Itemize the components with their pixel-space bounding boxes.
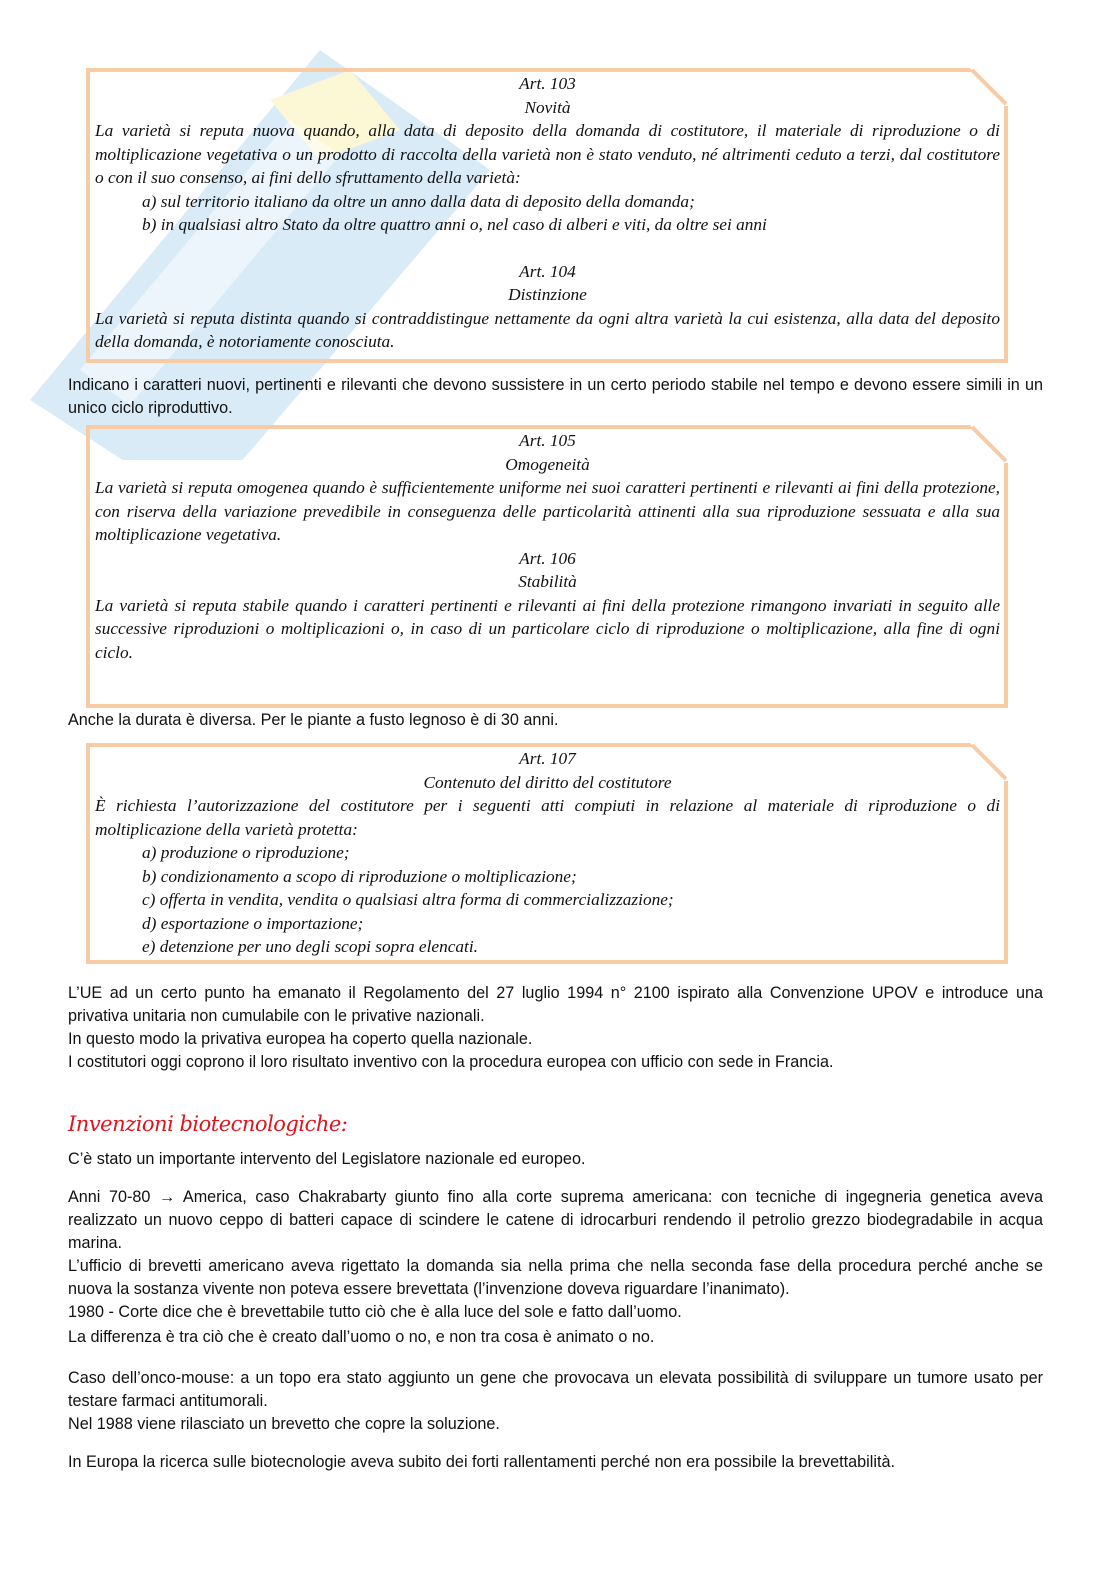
list-item: a) sul territorio italiano da oltre un anno dalla data di deposito della domanda;	[142, 191, 695, 211]
article-number: Art. 103	[519, 74, 576, 93]
article-heading: Novità	[524, 97, 571, 117]
article-text: È richiesta l’autorizzazione del costitutore per i seguenti atti compiuti in relazione al materiale di riproduzione o di moltiplicazione della varietà protetta:	[95, 796, 1000, 839]
paragraph-block	[68, 982, 1043, 1074]
paragraph: Anni 70-80 → America, caso Chakrabarty giunto fino alla corte suprema americana: con tecniche di ingegneria genetica aveva realizzato un nuovo ceppo di batteri capace di scindere le catene di idrocarburi rendendo il petrolio grezzo biodegradabile in acqua marina.	[68, 1188, 1043, 1252]
paragraph: L’UE ad un certo punto ha emanato il Regolamento del 27 luglio 1994 n° 2100 ispirato alla Convenzione UPOV e introduce una privativa unitaria non cumulabile con le privative nazionali.	[68, 984, 1043, 1025]
article-number: Art. 105	[519, 431, 576, 450]
article-box-103-104	[86, 68, 1008, 363]
paragraph: Nel 1988 viene rilasciato un brevetto che copre la soluzione.	[68, 1415, 500, 1433]
paragraph: C’è stato un importante intervento del Legislatore nazionale ed europeo.	[68, 1150, 586, 1168]
article-heading: Contenuto del diritto del costitutore	[423, 772, 672, 792]
list-item: b) in qualsiasi altro Stato da oltre quattro anni o, nel caso di alberi e viti, da oltre sei anni	[142, 215, 767, 234]
paragraph: 1980 - Corte dice che è brevettabile tutto ciò che è alla luce del sole e fatto dall’uomo.	[68, 1303, 682, 1321]
paragraph: In Europa la ricerca sulle biotecnologie aveva subito dei forti rallentamenti perché non era possibile la brevettabilità.	[68, 1453, 895, 1471]
paragraph: L’ufficio di brevetti americano aveva rigettato la domanda sia nella prima che nella seconda fase della procedura perché anche se nuova la sostanza vivente non poteva essere brevettata (l’invenzione doveva riguardare l’inanimato).	[68, 1257, 1043, 1298]
list-item: a) produzione o riproduzione;	[142, 843, 350, 862]
article-text: La varietà si reputa nuova quando, alla data di deposito della domanda di costitutore, il materiale di riproduzione o di moltiplicazione vegetativa o un prodotto di raccolta della varietà non è stato venduto, né altrimenti ceduto a terzi, dal costitutore o con il suo consenso, ai fini dello sfruttamento della varietà:	[95, 121, 1000, 187]
list-item: c) offerta in vendita, vendita o qualsiasi altra forma di commercializzazione;	[142, 890, 674, 909]
article-number: Art. 107	[519, 749, 576, 768]
paragraph: La differenza è tra ciò che è creato dall’uomo o no, e non tra cosa è animato o no.	[68, 1328, 655, 1346]
article-number: Art. 104	[519, 261, 576, 281]
paragraph: Caso dell’onco-mouse: a un topo era stato aggiunto un gene che provocava un elevata possibilità di sviluppare un tumore usato per testare farmaci antitumorali.	[68, 1369, 1043, 1410]
article-heading: Distinzione	[508, 285, 587, 304]
article-heading: Omogeneità	[505, 454, 590, 474]
article-box-107	[86, 743, 1008, 964]
article-text: La varietà si reputa omogenea quando è sufficientemente uniforme nei suoi caratteri pertinenti e rilevanti ai fini della protezione, con riserva della variazione prevedibile in conseguenza delle particolarità attinenti alla sua riproduzione sessuata e alla sua moltiplicazione vegetativa.	[95, 478, 1000, 544]
section-heading: Invenzioni biotecnologiche:	[68, 1112, 348, 1136]
paragraph: In questo modo la privativa europea ha coperto quella nazionale.	[68, 1030, 533, 1048]
article-heading: Stabilità	[518, 572, 577, 591]
article-text: La varietà si reputa distinta quando si contraddistingue nettamente da ogni altra varietà la cui esistenza, alla data del deposito della domanda, è notoriamente conosciuta.	[95, 308, 1000, 351]
list-item: b) condizionamento a scopo di riproduzione o moltiplicazione;	[142, 866, 577, 886]
paragraph: Anche la durata è diversa. Per le piante a fusto legnoso è di 30 anni.	[68, 711, 559, 729]
list-item: e) detenzione per uno degli scopi sopra elencati.	[142, 937, 478, 956]
paragraph: Indicano i caratteri nuovi, pertinenti e rilevanti che devono sussistere in un certo periodo stabile nel tempo e devono essere simili in un unico ciclo riproduttivo.	[68, 376, 1043, 417]
list-item: d) esportazione o importazione;	[142, 913, 364, 933]
paragraph-block	[68, 1186, 1043, 1349]
paragraph: I costitutori oggi coprono il loro risultato inventivo con la procedura europea con ufficio con sede in Francia.	[68, 1053, 834, 1071]
article-text: La varietà si reputa stabile quando i caratteri pertinenti e rilevanti ai fini della protezione rimangono invariati in seguito alle successive riproduzioni o moltiplicazioni o, in caso di un particolare ciclo di riproduzione o moltiplicazione, alla fine di ogni ciclo.	[95, 595, 1000, 662]
paragraph-block	[68, 1367, 1043, 1436]
article-number: Art. 106	[519, 548, 576, 568]
article-box-105-106	[86, 425, 1008, 708]
